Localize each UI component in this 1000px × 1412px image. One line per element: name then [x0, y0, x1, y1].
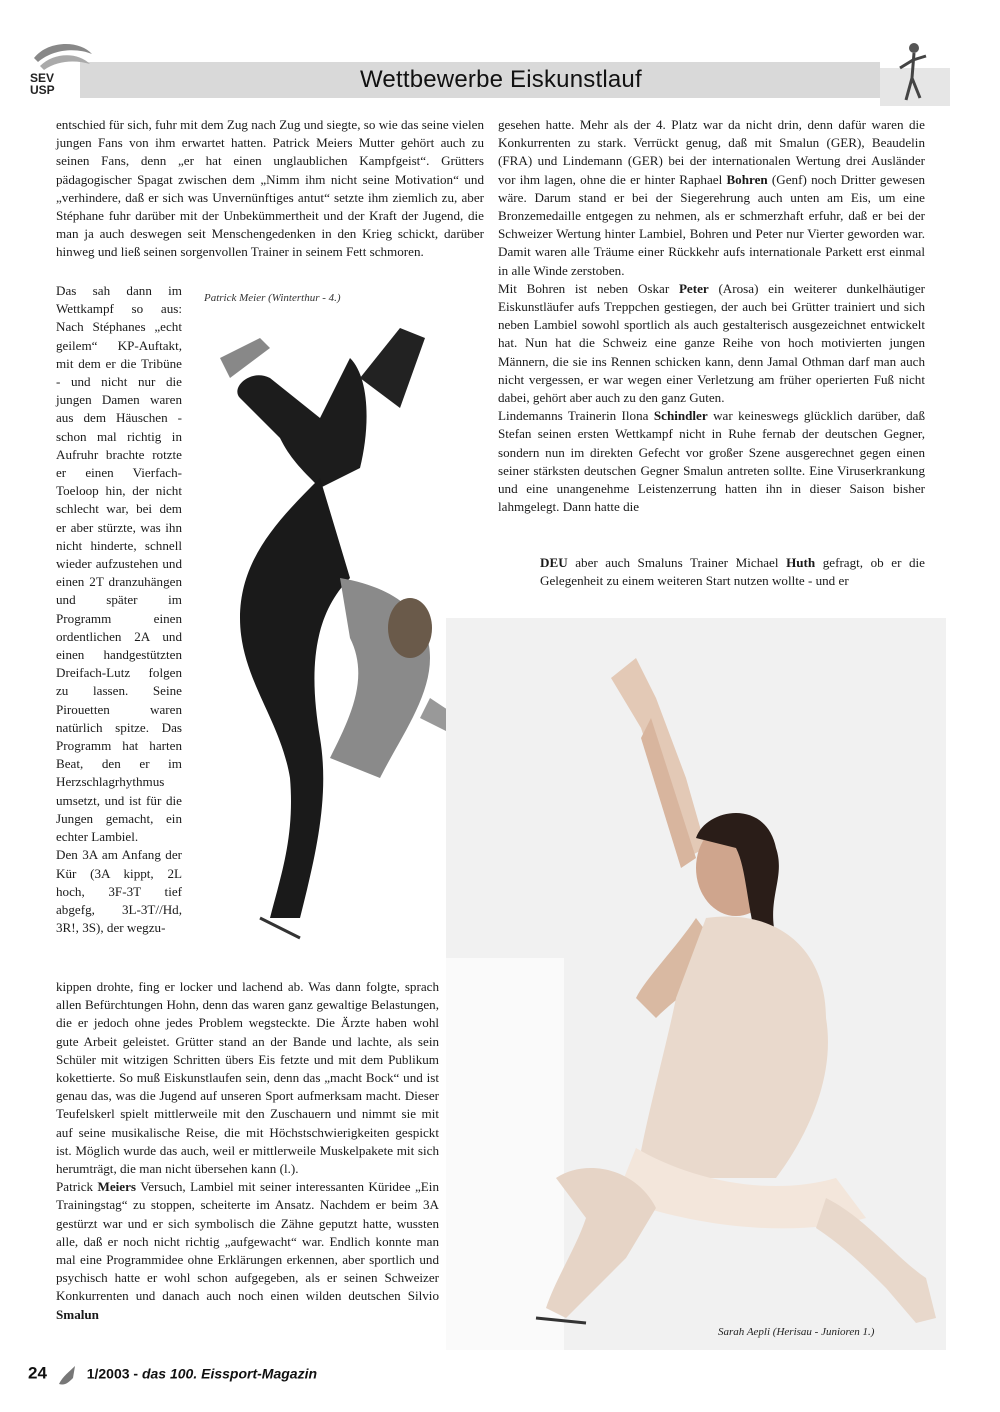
logo-line-usp: USP — [30, 83, 55, 97]
caption-sarah: Sarah Aepli (Herisau - Junioren 1.) — [718, 1326, 875, 1338]
name-huth: Huth — [786, 555, 816, 570]
narrow-text-1: Das sah dann im Wettkampf so aus: Nach Stéphanes „echt geilem“ KP-Auftakt, mit dem er die Tribüne - und nicht nur die jungen Damen waren aus dem Häuschen - schon mal richtig in Aufruhr brachte rotzte er einen Vierfach-Toeloop hin, der nicht schlecht war, bei dem er aber stürzte, was ihn nicht hinderte, schnell wieder aufzustehen und einen 2T dranzuhängen und später im Programm einen ordentlichen 2A und einen handgestützten Dreifach-Lutz folgen zu lassen. Seine Pirouetten waren natürlich spitze. Das Programm hat harten Beat, den er im Herzschlagrhythmus umsetzt, und ist für die Jungen gemacht, ein echter Lambiel. — [56, 283, 182, 845]
name-deu: DEU — [540, 555, 568, 570]
intro-text: entschied für sich, fuhr mit dem Zug nach Zug und siegte, so wie das seine vielen jungen Fans von ihm erwartet hatten. Patrick Meiers Mutter gehört auch zu seinen Fans, denn „er hat einen unglaublichen Kampfgeist“. Grütters pädagogischer Spagat zwischen dem „Nimm ihm nicht seine Motivation“ und „verhindere, daß er sich was Unvernünftiges antut“ setzte ihm ziemlich zu, aber Stéphane fuhr darüber mit der Unbekümmertheit und der Kraft der Jugend, die man ja auch deswegen seit Menschengedenken in den Krieg schickt, darüber hinweg und ließ seinen sorgenvollen Trainer in seinem Fett schmoren. — [56, 117, 484, 260]
page-title: Wettbewerbe Eiskunstlauf — [360, 66, 642, 93]
right-para-4 — [540, 554, 925, 590]
logo-line-sev: SEV — [30, 71, 55, 85]
caption-patrick: Patrick Meier (Winterthur - 4.) — [204, 292, 341, 304]
right-para-3 — [498, 407, 925, 516]
bottom-text-1: kippen drohte, fing er locker und lachend ab. Was dann folgte, sprach allen Befürchtungen Hohn, denn das waren ganz gewaltige Belastungen, die er jedoch ohne jedes Problem wegsteckte. Die Ärzte haben wohl gute Arbeit geleistet. Grütter stand an der Bande und lachte, als sein Schüler mit witzigen Schritten übers Eis fetzte und mit dem Publikum kokettierte. So muß Eiskunstlaufen sein, denn das „macht Bock“ und ist genau das, was die Jugend auf unseren Sport aufmerksam macht. Dieser Teufelskerl spielt mittlerweile mit den Zuschauern und nimmt sie mit auf seine musikalische Reise, die mit Höchstschwierigkeiten gespickt ist. Möglich wurde das auch, weil er mittlerweile Muskelpakete mit sich herumträgt, die man nicht übersehen kann (l.). — [56, 979, 439, 1177]
right-p2a: Mit Bohren ist neben Oskar — [498, 280, 679, 296]
swan-logo-icon — [55, 1362, 79, 1388]
right-para-1 — [498, 116, 925, 280]
right-para-2 — [498, 280, 925, 407]
right-column — [498, 116, 925, 516]
right-p4d: gefragt, ob er die Gelegenheit zu einem weiteren Start nutzen wollte - und er — [540, 555, 925, 589]
right-p4b: aber auch Smaluns Trainer Michael — [567, 555, 787, 570]
footer-magazine: das 100. Eissport-Magazin — [141, 1365, 318, 1382]
photo-patrick-meier — [200, 318, 482, 958]
page-number: 24 — [28, 1363, 47, 1383]
name-peter: Peter — [678, 280, 709, 296]
left-narrow-column — [56, 282, 182, 937]
footer-issue: 1/2003 - — [86, 1365, 142, 1382]
right-p2c: (Arosa) ein weiterer dunkelhäutiger Eiskunstläufer aufs Treppchen gestiegen, der auch bei Grütter trainiert und sich neben Lambiel sowohl sportlich als auch gestalterisch ausgezeichnet entwickelt hat. Nun hat die Schweiz eine ganze Reihe von hoch motivierten jungen Männern, die sie ins Rennen schicken kann, denn Jamal Othman darf man auch nicht vergessen, er war wegen einer Verletzung am früher operierten Fuß nicht dabei, gehört aber auch zu den ganz Guten. — [498, 280, 925, 406]
left-intro-paragraph — [56, 116, 484, 262]
skater-icon — [880, 38, 950, 106]
right-p3a: Lindemanns Trainerin Ilona — [498, 408, 654, 424]
logo-text — [30, 72, 55, 96]
right-p3c: war keineswegs glücklich darüber, daß Stefan seinen ersten Wettkampf nicht in Ruhe fernab der deutschen Gegner, sondern nun im direkten Gefecht vor großer Szene ausgerechnet gegen einen seiner stärksten deutschen Gegner Smalun antreten sollte. Eine Viruserkrankung und eine unangenehme Leistenzerrung hatten ihn in dieser Saison bisher lahmgelegt. Dann hatte die — [498, 408, 926, 515]
narrow-text-2: Den 3A am Anfang der Kür (3A kippt, 2L hoch, 3F-3T tief abgefg, 3L-3T//Hd, 3R!, 3S), der wegzu- — [56, 847, 182, 936]
photo-sarah-aepli — [446, 618, 946, 1350]
name-schindler: Schindler — [653, 408, 708, 424]
name-meiers: Meiers — [97, 1179, 137, 1195]
right-column-end — [540, 554, 925, 590]
bottom-text-2c: Versuch, Lambiel mit seiner interessanten Küridee „Ein Trainingstag“ zu stoppen, scheiterte im Ansatz. Nachdem er beim 3A gestürzt war und er sich symbolisch die Zähne geputzt hatte, wussten alle, daß er noch nicht richtig „aufgewacht“ war. Endlich konnte man mal eine Programmidee ohne Erklärungen erkennen, aber sportlich und psychisch hatte er wohl schon aufgegeben, als er seinen Schweizer Konkurrenten und danach auch noch einen wilden deutschen Silvio — [56, 1179, 439, 1304]
name-smalun: Smalun — [56, 1306, 99, 1322]
footer — [28, 1362, 317, 1388]
right-p1a: gesehen hatte. Mehr als der 4. Platz war da nicht drin, denn dafür waren die Konkurrenten zu stark. Verrückt genug, daß mit Smalun (GER), Beaudelin (FRA) und Lindemann (GER) bei der internationalen Wertung drei Ausländer vor ihm lagen, ohne die er hinter Raphael — [498, 117, 925, 187]
bottom-text-2 — [56, 1178, 439, 1324]
name-bohren: Bohren — [726, 171, 768, 187]
bottom-text-2a: Patrick — [56, 1179, 98, 1195]
left-bottom-block — [56, 978, 439, 1324]
right-p1c: (Genf) noch Dritter gewesen wäre. Darum stand er bei der Siegerehrung auch unten am Eis, um eine Bronzemedaille entgegen zu nehmen, als er schmerzhaft erfuhr, daß er bei der Schweizer Wertung hinter Lambiel, Bohren und Peter nur Vierter geworden war. Damit waren alle Träume einer Rückkehr aufs internationale Parkett erst einmal in alle Winde zerstoben. — [498, 171, 925, 278]
